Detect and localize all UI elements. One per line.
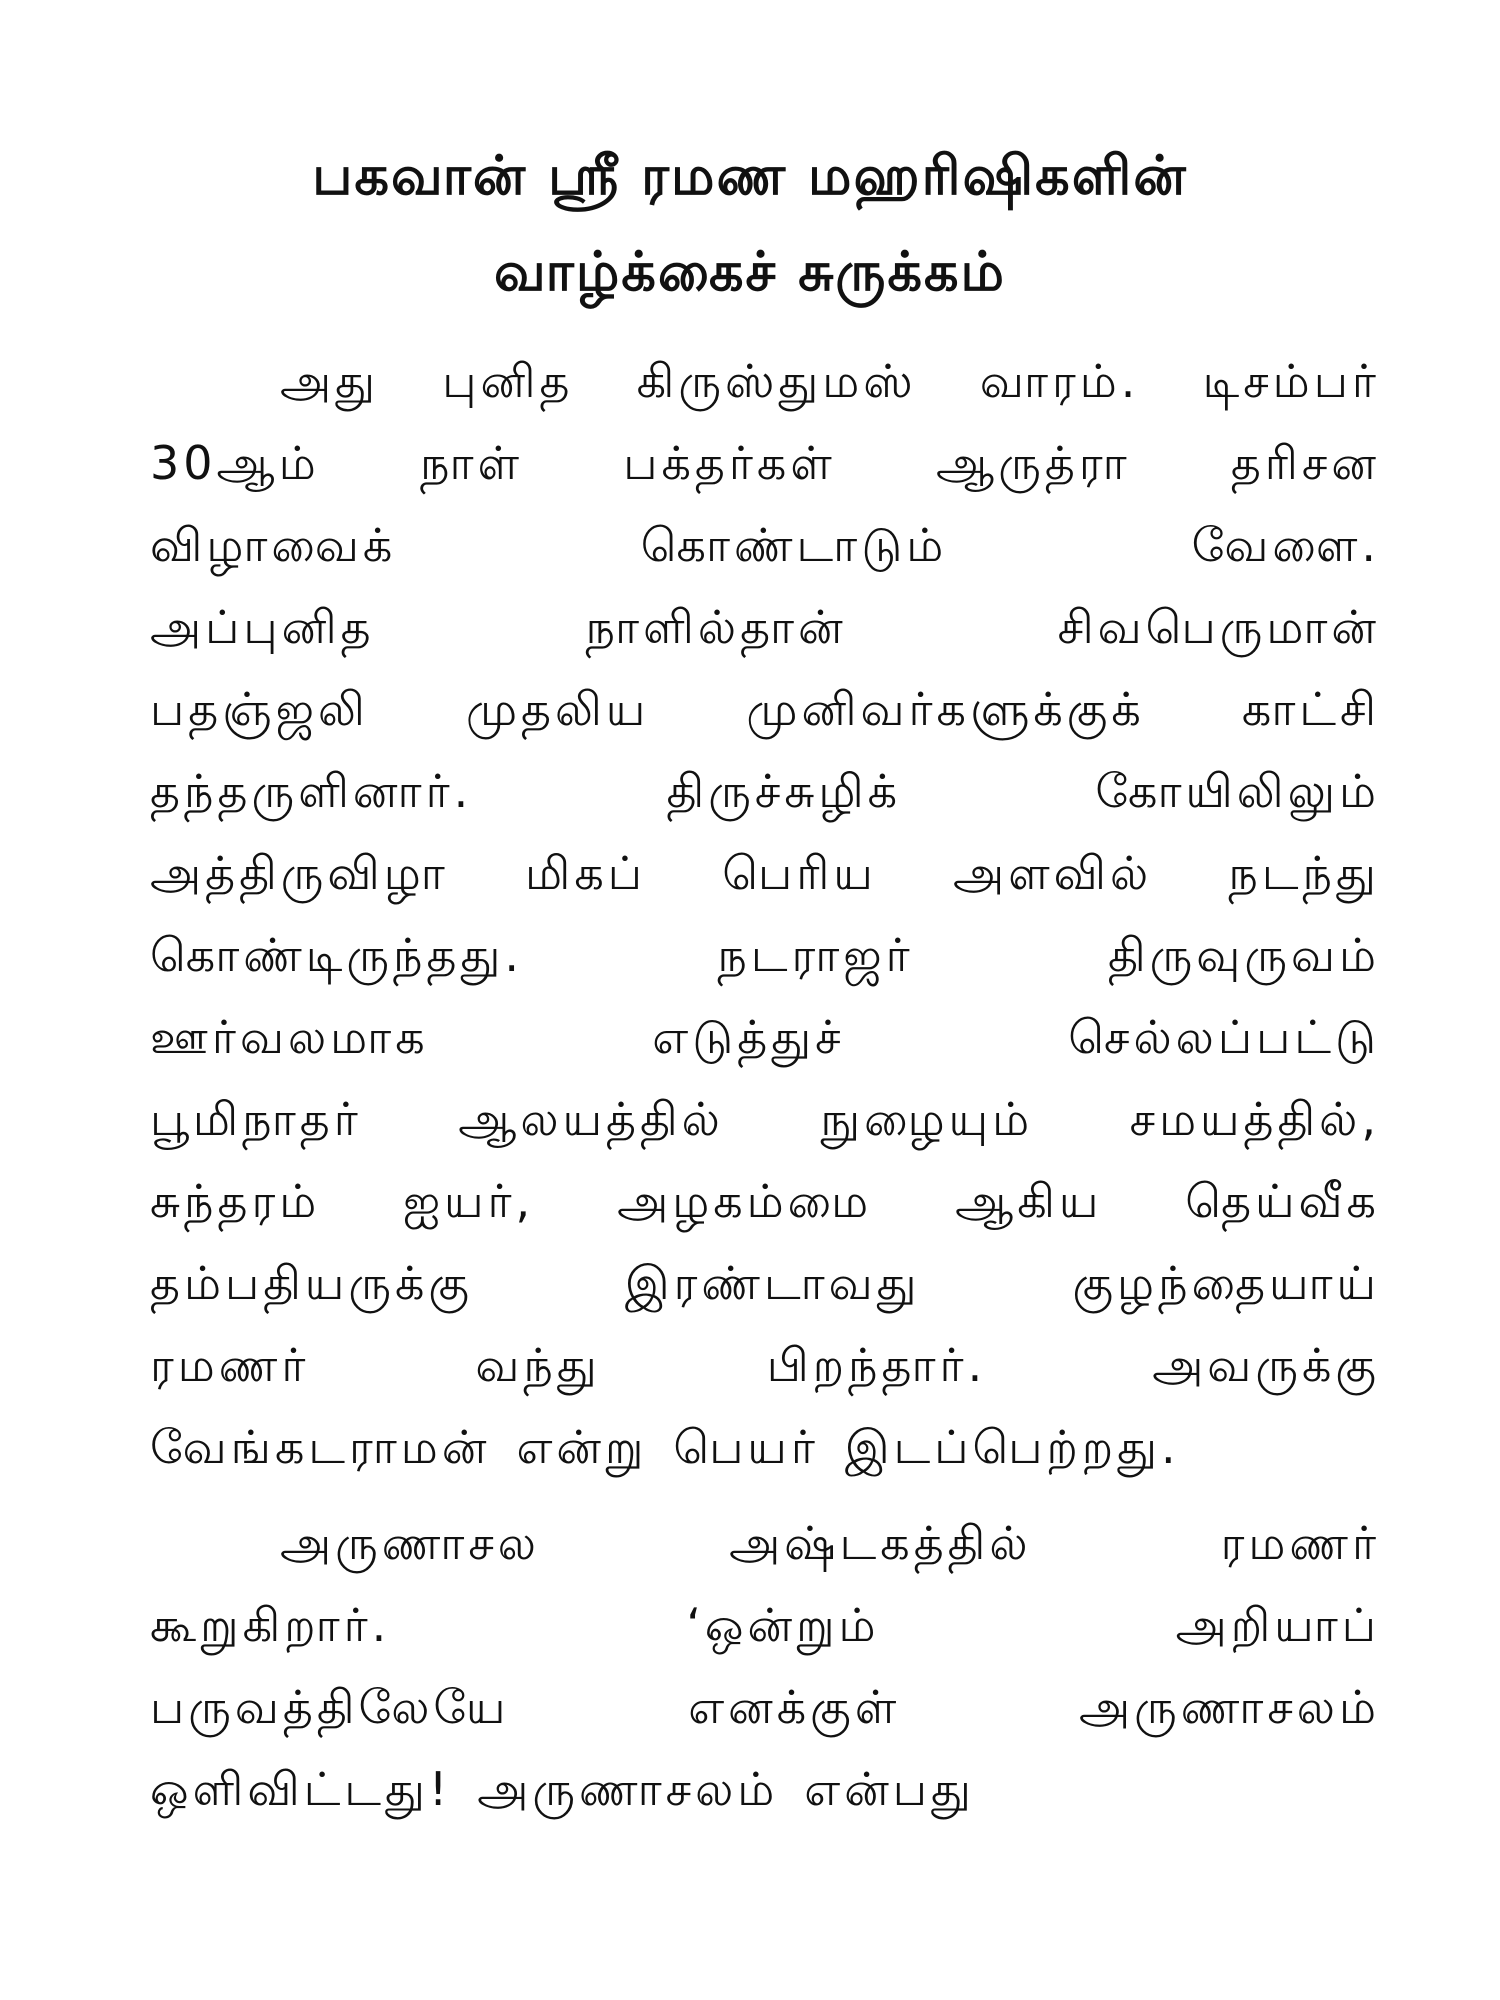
word: நடந்து [1228, 846, 1380, 900]
word: அத்திருவிழா [150, 846, 449, 900]
word: முனிவர்களுக்குக் [746, 682, 1145, 736]
word: பக்தர்கள் [623, 436, 836, 490]
word: கொண்டாடும் [640, 518, 948, 572]
word: தரிசன [1230, 436, 1380, 490]
word: ஆலயத்தில் [458, 1092, 724, 1146]
word: வந்து [475, 1338, 601, 1392]
word: கொண்டிருந்தது. [150, 928, 524, 982]
word: ரமணர் [1220, 1516, 1380, 1570]
word: அது [280, 354, 380, 408]
word: எனக்குள் [688, 1680, 901, 1734]
text-line [150, 1406, 1380, 1488]
text-line [150, 1584, 1380, 1666]
paragraph [150, 340, 1380, 1488]
word: ரமணர் [150, 1338, 310, 1392]
paragraph [150, 1502, 1380, 1830]
word: அருணாசலம் [1079, 1680, 1380, 1734]
word: பதஞ்ஜலி [150, 682, 369, 736]
word: திருச்சுழிக் [666, 764, 902, 818]
word: இரண்டாவது [624, 1256, 921, 1310]
word: வாரம். [979, 354, 1140, 408]
word: தம்பதியருக்கு [150, 1256, 474, 1310]
word: பருவத்திலேயே [150, 1680, 510, 1734]
word: அஷ்டகத்தில் [729, 1516, 1032, 1570]
text-line [150, 914, 1380, 996]
word: ஐயர், [403, 1174, 535, 1228]
text-line [150, 1242, 1380, 1324]
title-line-2: வாழ்க்கைச் சுருக்கம் [493, 240, 1007, 303]
word: நடராஜர் [717, 928, 914, 982]
word: தந்தருளினார். [150, 764, 473, 818]
word: வேளை. [1191, 518, 1380, 572]
word: திருவுருவம் [1107, 928, 1380, 982]
text-line [150, 504, 1380, 586]
word: அருணாசலம் [477, 1762, 779, 1816]
text-line [150, 832, 1380, 914]
text-line [150, 668, 1380, 750]
word: காட்சி [1241, 682, 1380, 736]
word: ஆருத்ரா [936, 436, 1131, 490]
word: பெரிய [722, 846, 877, 900]
word: அளவில் [953, 846, 1153, 900]
word: அறியாப் [1175, 1598, 1380, 1652]
title-line-1: பகவான் ஸ்ரீ ரமண மஹரிஷிகளின் [312, 144, 1188, 207]
word: அருணாசல [280, 1516, 540, 1570]
word: பிறந்தார். [766, 1338, 987, 1392]
text-line [150, 422, 1380, 504]
word: விழாவைக் [150, 518, 397, 572]
word: சிவபெருமான் [1057, 600, 1380, 654]
text-line [150, 1078, 1380, 1160]
word: ஊர்வலமாக [150, 1010, 429, 1064]
word: தெய்வீக [1185, 1174, 1380, 1228]
word: பூமிநாதர் [150, 1092, 362, 1146]
word: செல்லப்பட்டு [1068, 1010, 1380, 1064]
word: எடுத்துச் [652, 1010, 845, 1064]
word: முதலிய [465, 682, 650, 736]
word: வேங்கடராமன் [150, 1420, 491, 1474]
word: சுந்தரம் [150, 1174, 321, 1228]
word: என்பது [804, 1762, 975, 1816]
word: சமயத்தில், [1129, 1092, 1380, 1146]
word: கூறுகிறார். [150, 1598, 391, 1652]
word: நாள் [419, 436, 524, 490]
word: அவருக்கு [1152, 1338, 1380, 1392]
document-body [150, 340, 1380, 1830]
text-line [150, 750, 1380, 832]
word: புனித [442, 354, 574, 408]
document-title [150, 128, 1350, 320]
word: என்று [516, 1420, 648, 1474]
word: மிகப் [525, 846, 646, 900]
text-line [150, 996, 1380, 1078]
text-line [150, 340, 1380, 422]
word: கிருஸ்துமஸ் [636, 354, 917, 408]
word: அழகம்மை [617, 1174, 873, 1228]
word: இடப்பெற்றது. [844, 1420, 1180, 1474]
text-line [150, 586, 1380, 668]
text-line [150, 1160, 1380, 1242]
word: கோயிலிலும் [1095, 764, 1380, 818]
word: டிசம்பர் [1202, 354, 1380, 408]
word: அப்புனித [150, 600, 375, 654]
word: 30ஆம் [150, 436, 320, 490]
word: ஒளிவிட்டது! [150, 1762, 452, 1816]
text-line [150, 1324, 1380, 1406]
word: நாளில்தான் [585, 600, 847, 654]
word: நுழையும் [820, 1092, 1034, 1146]
word: ஆகிய [955, 1174, 1103, 1228]
text-line [150, 1748, 1380, 1830]
text-line [150, 1666, 1380, 1748]
word: குழந்தையாய் [1072, 1256, 1380, 1310]
word: ‘ஒன்றும் [686, 1598, 880, 1652]
text-line [150, 1502, 1380, 1584]
word: பெயர் [673, 1420, 819, 1474]
